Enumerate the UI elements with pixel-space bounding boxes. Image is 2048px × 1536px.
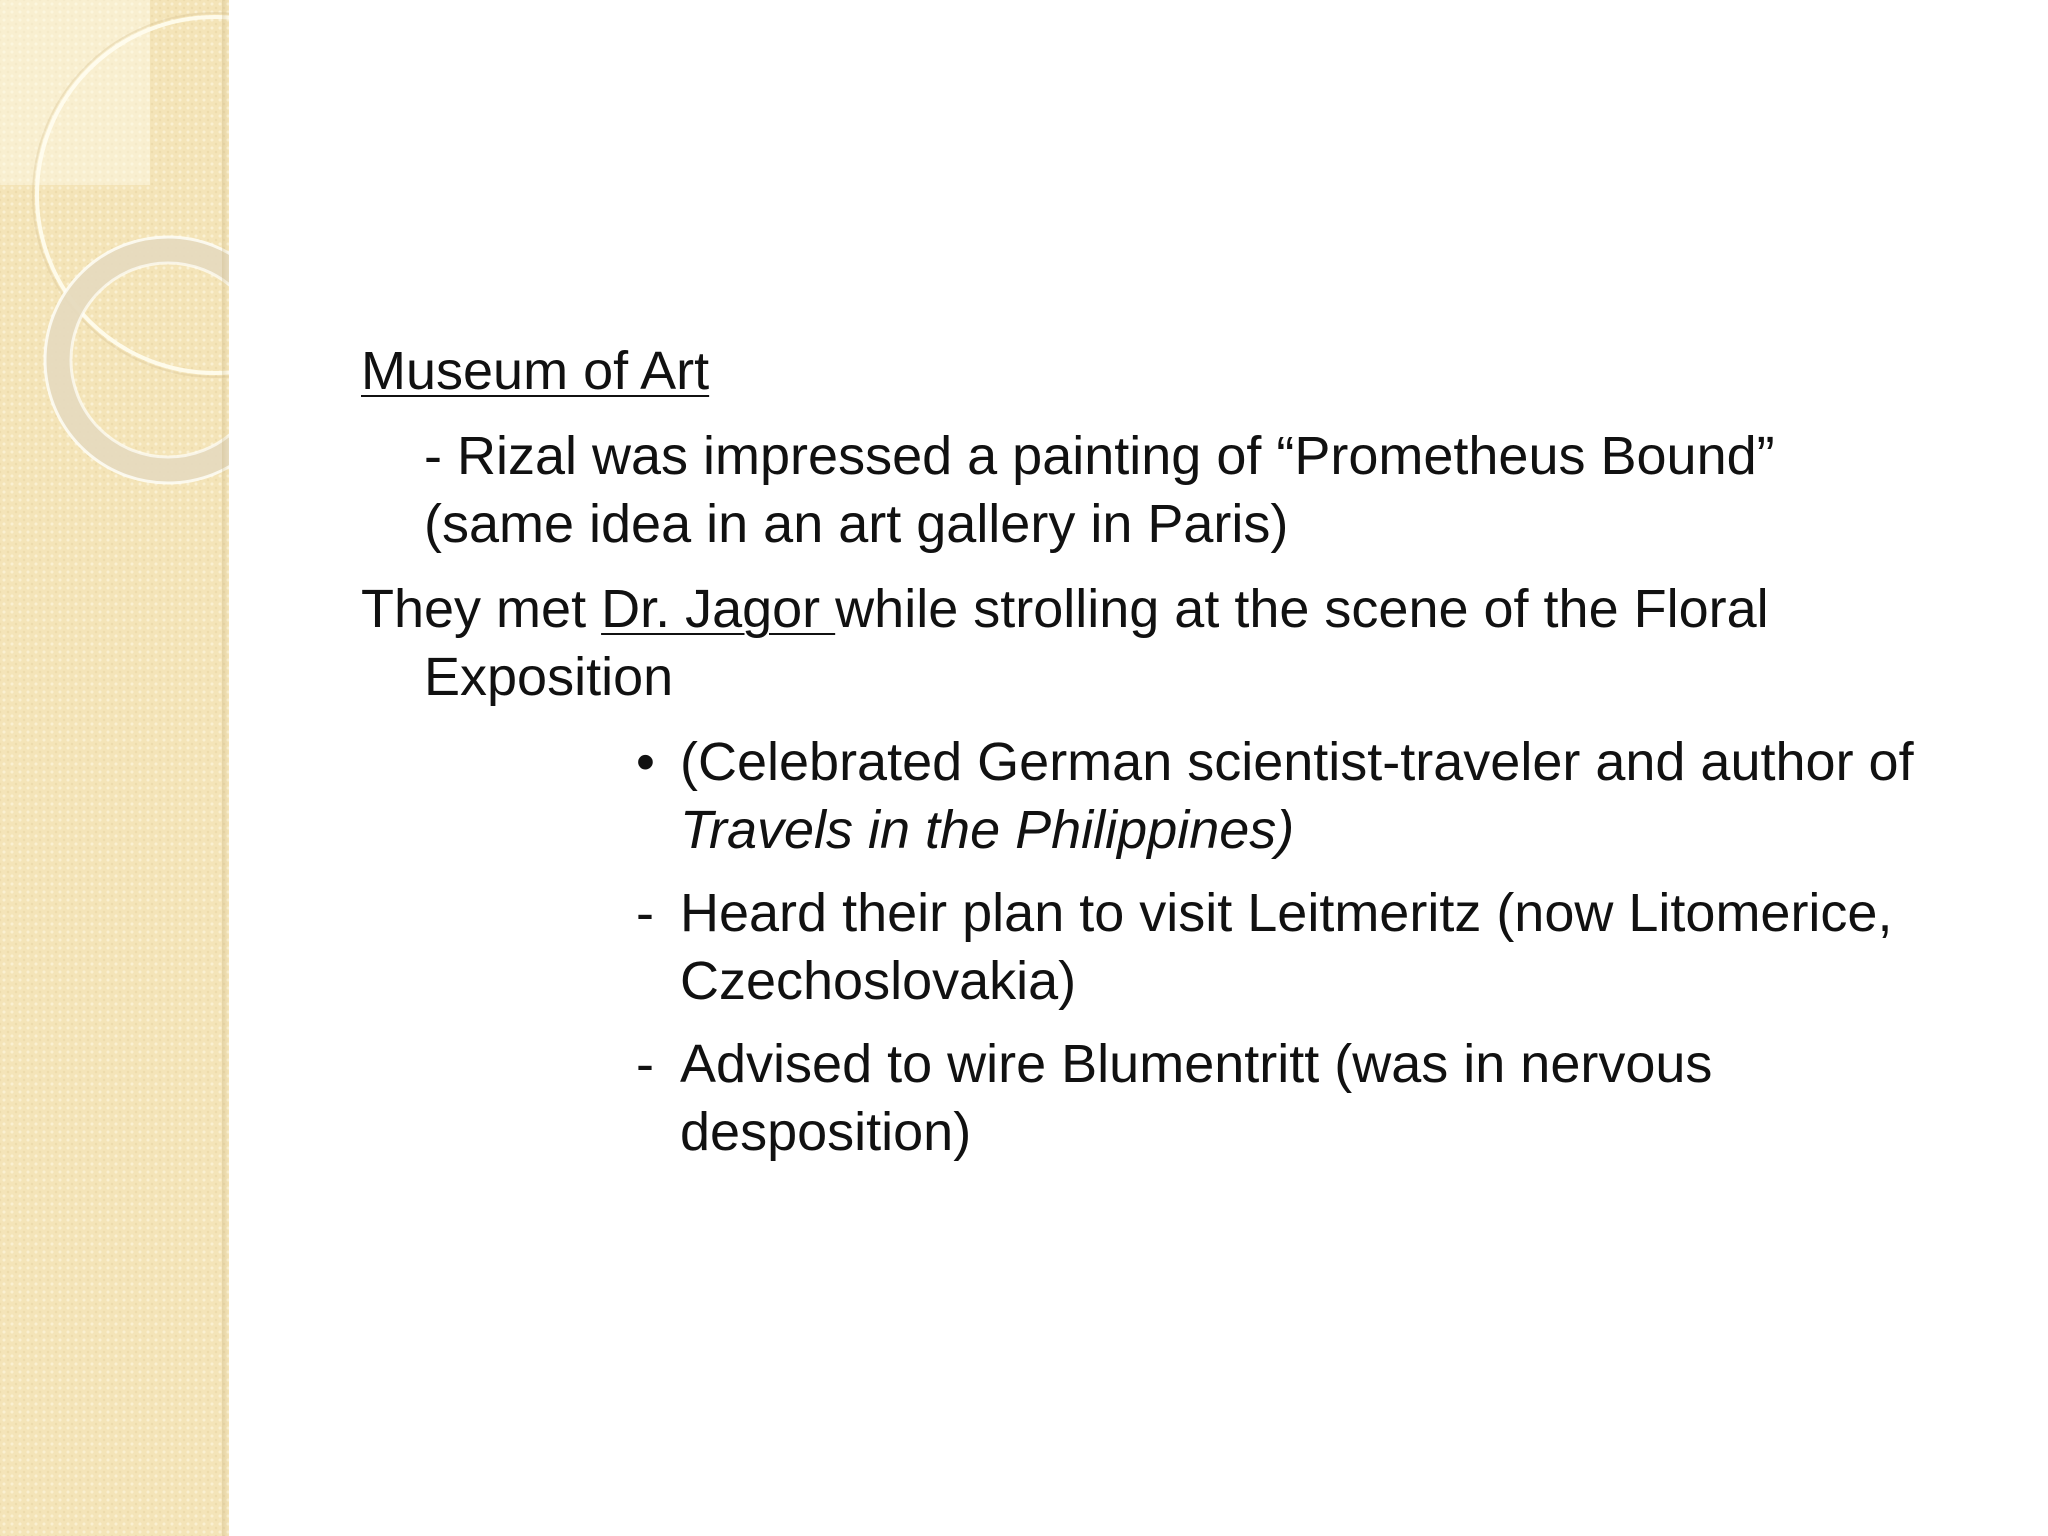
dash-item-wire-blumentritt: Advised to wire Blumentritt (was in nervous	[680, 1034, 1713, 1094]
dr-jagor-name: Dr. Jagor	[601, 579, 836, 639]
dash-item-leitmeritz-plan: Heard their plan to visit Leitmeritz (now Litomerice,	[680, 883, 1893, 943]
bullet-marker: •	[636, 732, 655, 792]
met-dr-jagor-line-continued: Exposition	[424, 647, 674, 707]
dash-marker: -	[636, 883, 654, 943]
met-suffix-text: while strolling at the scene of the Floral	[835, 579, 1769, 639]
dash-item-leitmeritz-plan-continued: Czechoslovakia)	[680, 951, 1077, 1011]
bullet-jagor-book-title: Travels in the Philippines)	[680, 800, 1295, 860]
met-dr-jagor-line	[361, 575, 1769, 643]
bullet-jagor-description: (Celebrated German scientist-traveler and author of	[680, 732, 1914, 792]
dash-item-wire-blumentritt-continued: desposition)	[680, 1102, 972, 1162]
dash-marker: -	[636, 1034, 654, 1094]
rizal-impressed-line: - Rizal was impressed a painting of “Prometheus Bound”	[424, 426, 1775, 486]
met-prefix-text: They met	[361, 579, 602, 639]
rizal-impressed-line-continued: (same idea in an art gallery in Paris)	[424, 494, 1289, 554]
heading-museum-of-art: Museum of Art	[361, 341, 710, 401]
